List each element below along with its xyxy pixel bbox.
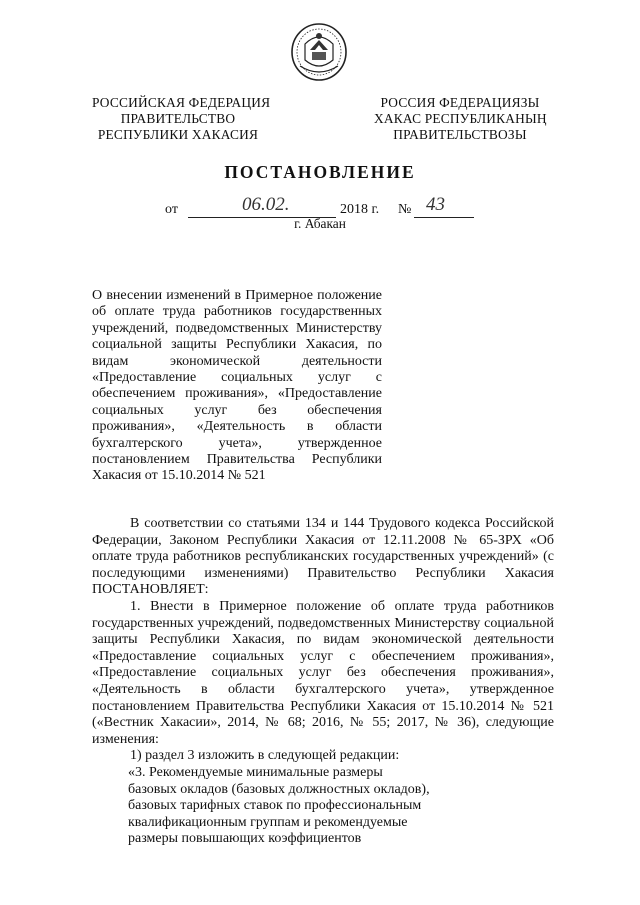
- number-label: №: [398, 202, 412, 217]
- document-body: [92, 516, 554, 848]
- quote-line: размеры повышающих коэффициентов: [128, 831, 362, 847]
- document-title: ПОСТАНОВЛЕНИЕ: [224, 162, 416, 182]
- header-right-block: [374, 95, 546, 143]
- quote-line: базовых окладов (базовых должностных окладов),: [128, 781, 430, 797]
- number-handwritten: 43: [426, 194, 445, 215]
- quote-line: квалификационным группам и рекомендуемые: [128, 814, 408, 830]
- header-left-line: РОССИЙСКАЯ ФЕДЕРАЦИЯ: [92, 95, 271, 110]
- quote-line: «3. Рекомендуемые минимальные размеры: [128, 764, 383, 780]
- city-label: г. Абакан: [294, 216, 346, 231]
- date-handwritten: 06.02.: [242, 194, 290, 215]
- header-right-line: ПРАВИТЕЛЬСТВОЗЫ: [393, 127, 527, 142]
- preamble-paragraph: В соответствии со статьями 134 и 144 Трудового кодекса Российской Федерации, Законом Республики Хакасия от 12.11.2008 № 65-ЗРХ «Об оплате труда работников республиканских государственных учреждений» (с последующими изменениями) Правительство Республики Хакасия ПОСТАНОВЛЯЕТ:: [92, 516, 554, 598]
- year-label: 2018 г.: [340, 202, 380, 217]
- header-left-block: [92, 95, 271, 143]
- header-right-line: РОССИЯ ФЕДЕРАЦИЯЗЫ: [380, 95, 540, 110]
- quote-line: базовых тарифных ставок по профессиональным: [128, 798, 422, 814]
- header-left-line: РЕСПУБЛИКИ ХАКАСИЯ: [97, 127, 259, 142]
- subject-block: [92, 288, 382, 485]
- subject-text: О внесении изменений в Примерное положение об оплате труда работников государственных учреждений, подведомственных Министерству социальной защиты Республики Хакасия, по видам экономической деятельности «Предоставление социальных услуг с обеспечением проживания», «Предоставление социальных услуг без обеспечения проживания», «Деятельность в области бухгалтерского учета», утвержденное постановлением Правительства Республики Хакасия от 15.10.2014 № 521: [92, 288, 382, 484]
- header-left-line: ПРАВИТЕЛЬСТВО: [120, 111, 236, 126]
- coat-of-arms-emblem: [290, 22, 348, 82]
- subitem-1-paragraph: 1) раздел 3 изложить в следующей редакции:: [130, 748, 400, 764]
- from-label: от: [165, 202, 178, 217]
- item-1-paragraph: 1. Внести в Примерное положение об оплате труда работников государственных учреждений, подведомственных Министерству социальной защиты Республики Хакасия, по видам экономической деятельности «Предоставление социальных услуг с обеспечением проживания», «Предоставление социальных услуг без обеспечения проживания», «Деятельность в области бухгалтерского учета», утвержденное постановлением Правительства Республики Хакасия от 15.10.2014 № 521 («Вестник Хакасии», 2014, № 68; 2016, № 55; 2017, № 36), следующие изменения:: [92, 598, 554, 747]
- header-right-line: ХАКАС РЕСПУБЛИКАНЫҢ: [374, 111, 547, 126]
